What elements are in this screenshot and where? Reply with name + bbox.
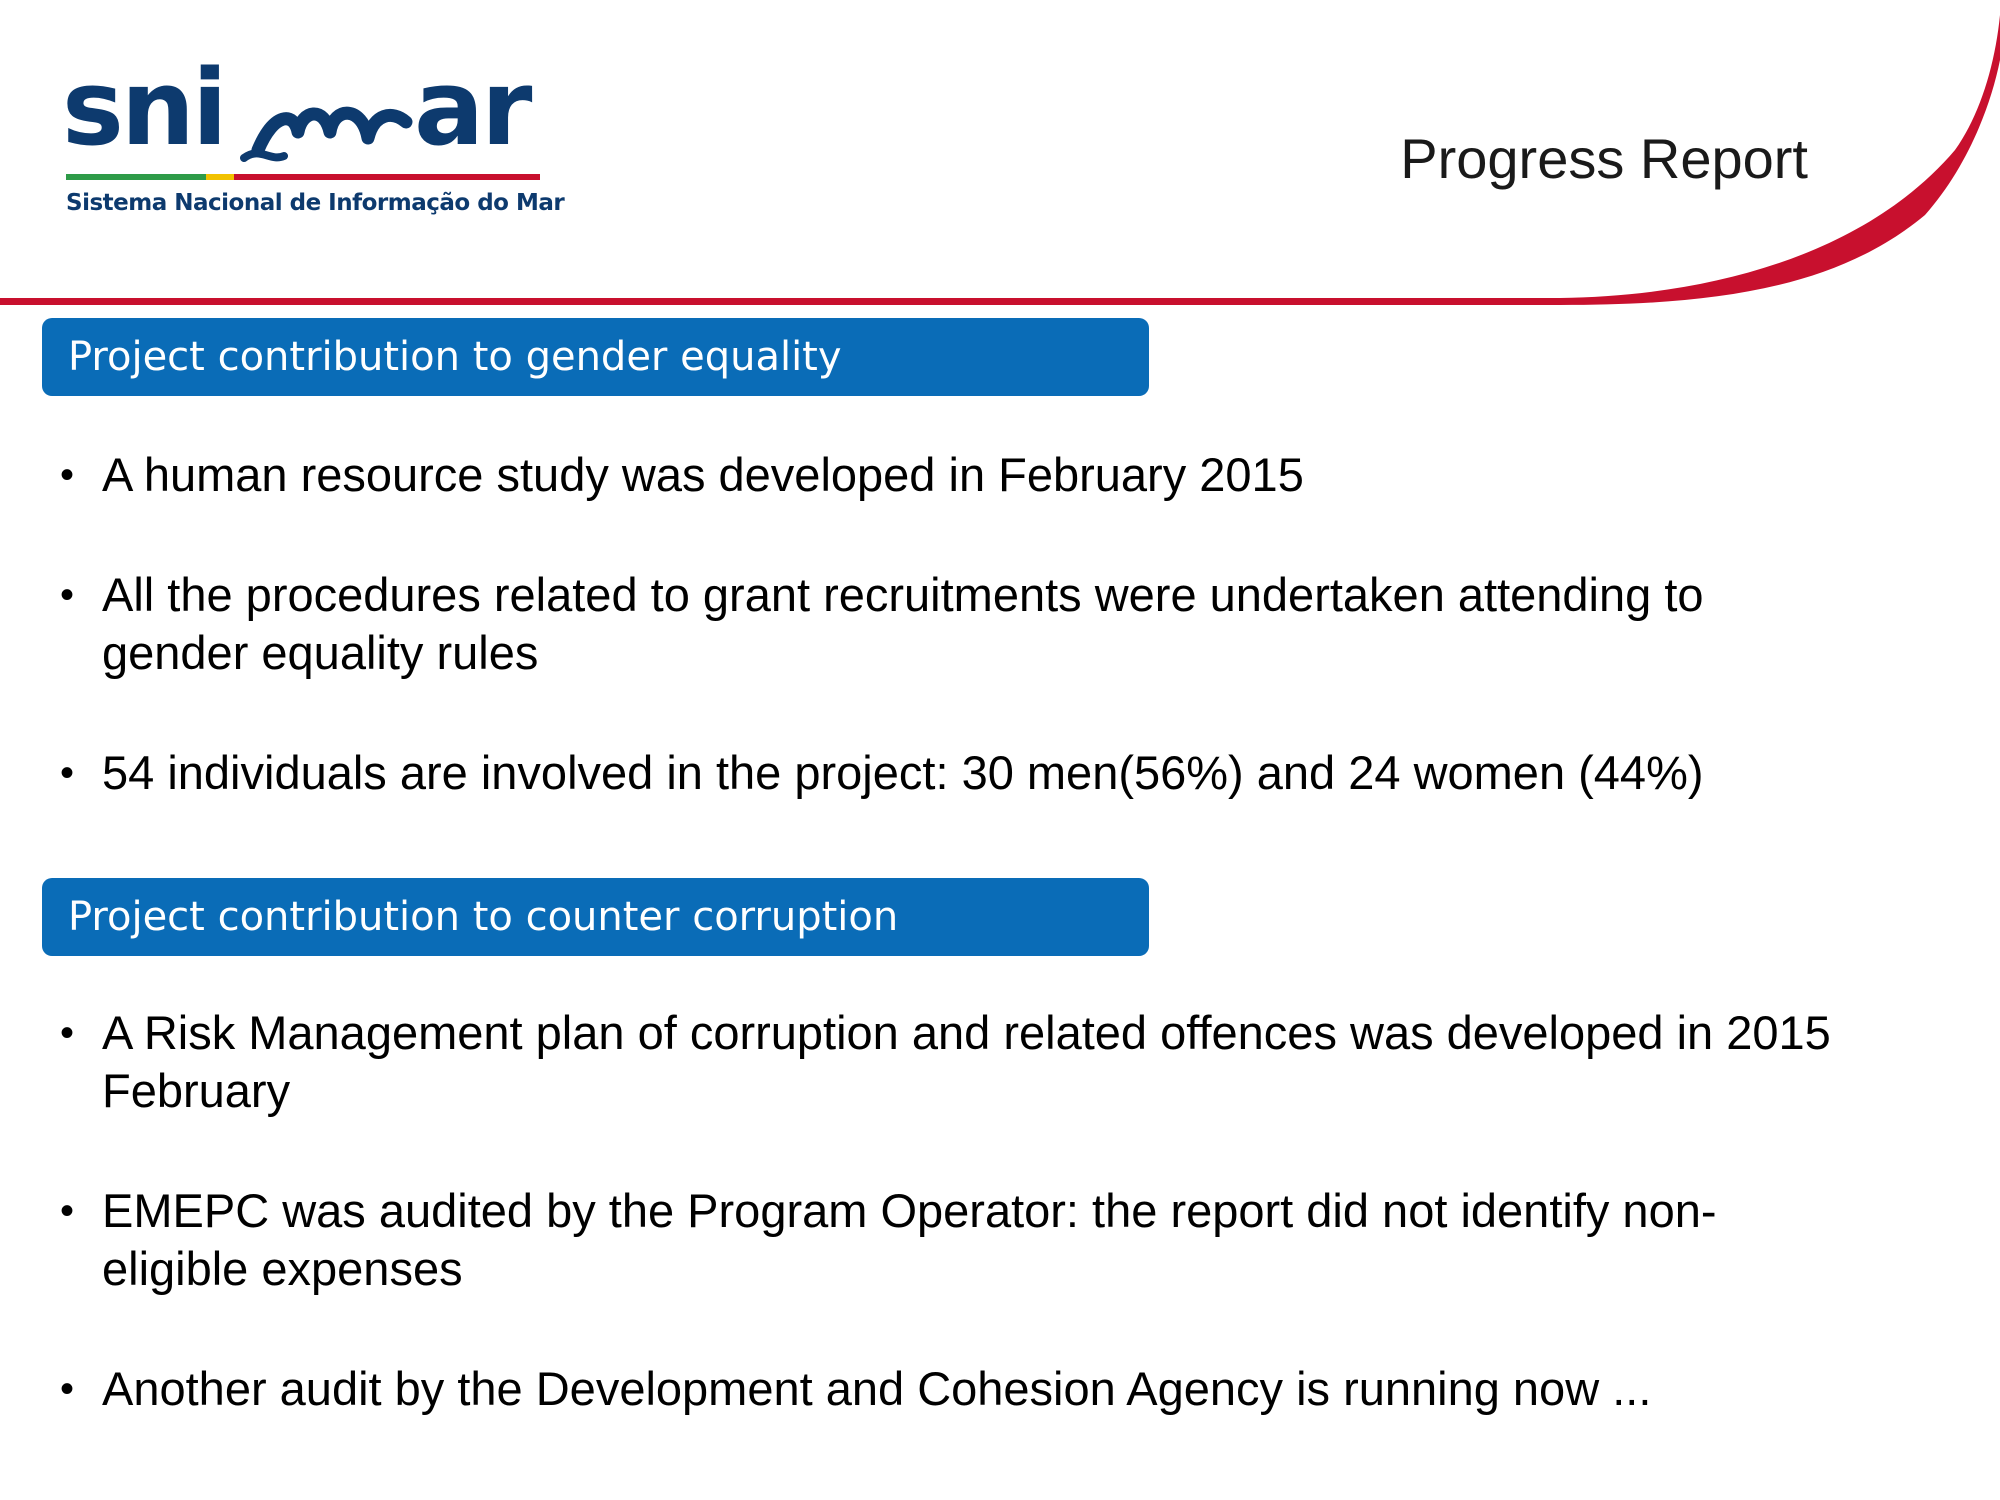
logo-text-sni: sni bbox=[62, 47, 225, 169]
bullet-icon: • bbox=[60, 453, 75, 497]
section-header-gender-equality: Project contribution to gender equality bbox=[42, 318, 1149, 396]
bullet-text: A human resource study was developed in February 2015 bbox=[102, 448, 1304, 501]
bullet-list-counter-corruption bbox=[60, 1004, 1840, 1418]
snimar-logo bbox=[62, 47, 565, 230]
logo-tagline: Sistema Nacional de Informação do Mar bbox=[66, 190, 565, 216]
bullet-icon: • bbox=[60, 1189, 75, 1233]
list-item bbox=[60, 446, 1840, 504]
logo-text-ar: ar bbox=[414, 47, 530, 169]
list-item bbox=[60, 1360, 1840, 1418]
bullet-text: Another audit by the Development and Cohesion Agency is running now ... bbox=[102, 1362, 1652, 1415]
bullet-list-gender-equality bbox=[60, 446, 1840, 802]
page-title: Progress Report bbox=[1400, 127, 1808, 190]
bullet-text: EMEPC was audited by the Program Operator: the report did not identify non-eligible expenses bbox=[102, 1184, 1717, 1295]
bullet-icon: • bbox=[60, 751, 75, 795]
bullet-icon: • bbox=[60, 1011, 75, 1055]
bullet-text: 54 individuals are involved in the project: 30 men(56%) and 24 women (44%) bbox=[102, 746, 1704, 799]
section-header-counter-corruption: Project contribution to counter corruption bbox=[42, 878, 1149, 956]
list-item bbox=[60, 1004, 1840, 1120]
list-item bbox=[60, 566, 1840, 682]
bullet-text: A Risk Management plan of corruption and related offences was developed in 2015 February bbox=[102, 1006, 1831, 1117]
bullet-text: All the procedures related to grant recruitments were undertaken attending to gender equality rules bbox=[102, 568, 1704, 679]
list-item bbox=[60, 744, 1840, 802]
bullet-icon: • bbox=[60, 573, 75, 617]
bullet-icon: • bbox=[60, 1367, 75, 1411]
list-item bbox=[60, 1182, 1840, 1298]
